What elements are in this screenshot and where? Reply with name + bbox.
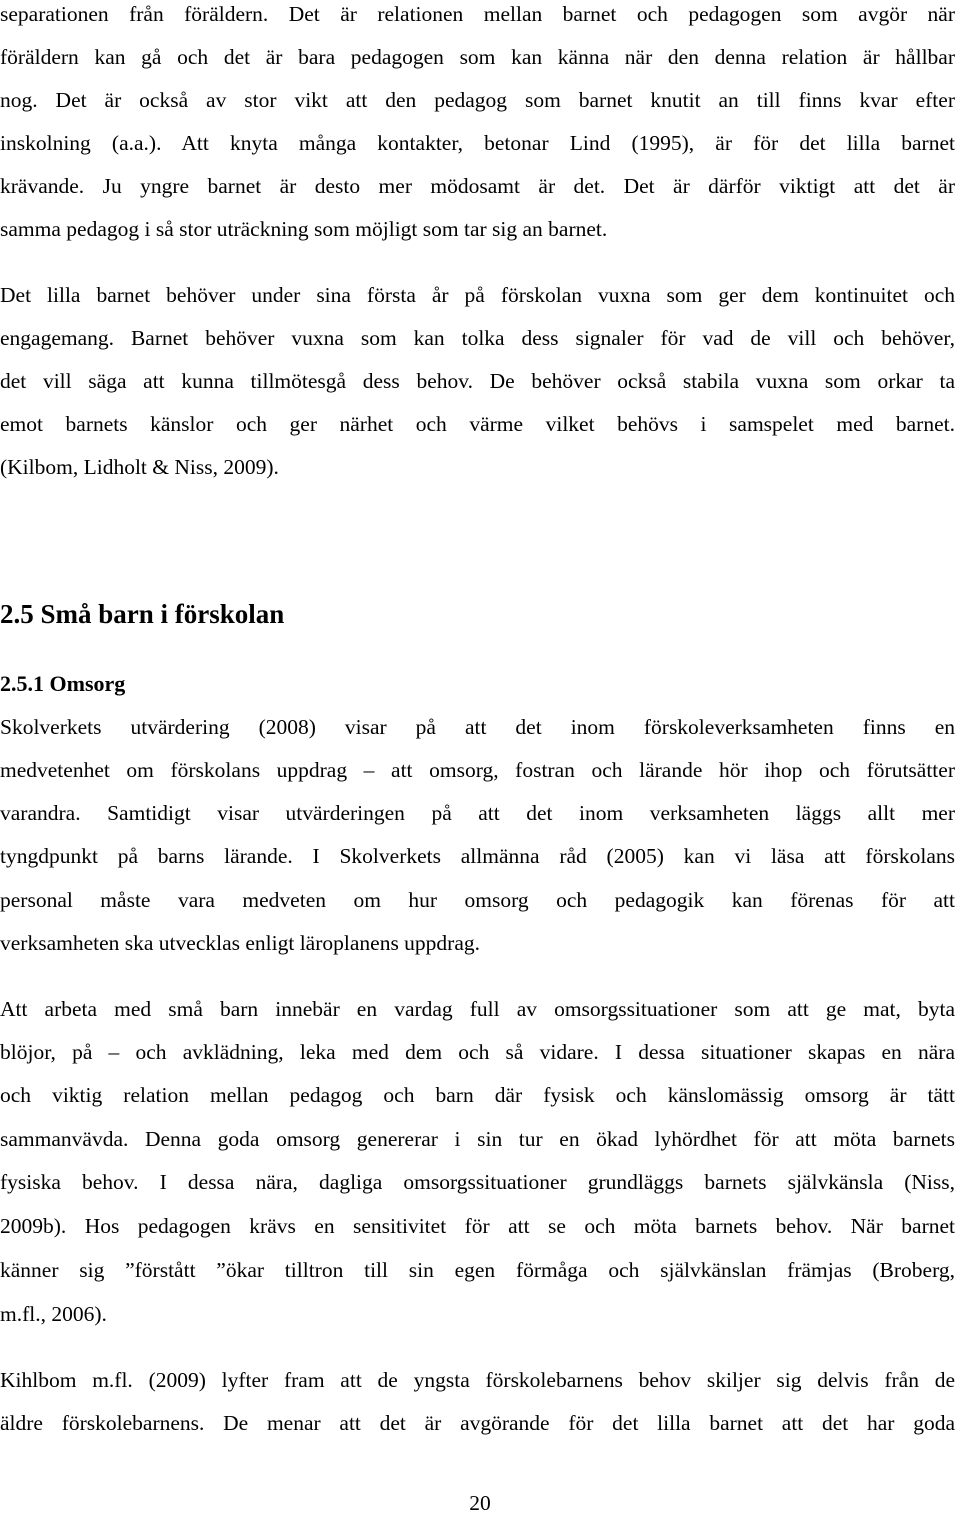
text-line: Att arbeta med små barn innebär en vardag full av omsorgssituationer som att ge mat, byta xyxy=(0,997,955,1021)
subsection-heading: 2.5.1 Omsorg xyxy=(0,671,126,696)
text-line: sammanvävda. Denna goda omsorg genererar i sin tur en ökad lyhördhet för att möta barnets xyxy=(0,1127,955,1151)
text-line: nog. Det är också av stor vikt att den pedagog som barnet knutit an till finns kvar efter xyxy=(0,88,955,112)
text-line: föräldern kan gå och det är bara pedagogen som kan känna när den denna relation är hållbar xyxy=(0,45,955,69)
text-line: tyngdpunkt på barns lärande. I Skolverkets allmänna råd (2005) kan vi läsa att förskolans xyxy=(0,844,955,868)
text-line: personal måste vara medveten om hur omsorg och pedagogik kan förenas för att xyxy=(0,888,955,912)
section-heading: 2.5 Små barn i förskolan xyxy=(0,599,285,629)
text-line: Kihlbom m.fl. (2009) lyfter fram att de yngsta förskolebarnens behov skiljer sig delvis från de xyxy=(0,1368,955,1392)
text-line: 2009b). Hos pedagogen krävs en sensitivitet för att se och möta barnets behov. När barnet xyxy=(0,1214,955,1238)
text-line: krävande. Ju yngre barnet är desto mer mödosamt är det. Det är därför viktigt att det är xyxy=(0,174,955,198)
text-line: medvetenhet om förskolans uppdrag – att omsorg, fostran och lärande hör ihop och förutsätter xyxy=(0,758,955,782)
text-line: och viktig relation mellan pedagog och barn där fysisk och känslomässig omsorg är tätt xyxy=(0,1083,955,1107)
text-line: blöjor, på – och avklädning, leka med dem och så vidare. I dessa situationer skapas en nära xyxy=(0,1040,955,1064)
text-line: fysiska behov. I dessa nära, dagliga omsorgssituationer grundläggs barnets självkänsla (Niss, xyxy=(0,1170,955,1194)
text-line: verksamheten ska utvecklas enligt läroplanens uppdrag. xyxy=(0,931,481,955)
text-line: (Kilbom, Lidholt & Niss, 2009). xyxy=(0,455,279,479)
text-line: varandra. Samtidigt visar utvärderingen på att det inom verksamheten läggs allt mer xyxy=(0,801,955,825)
text-line: Skolverkets utvärdering (2008) visar på att det inom förskoleverksamheten finns en xyxy=(0,715,955,739)
text-line: separationen från föräldern. Det är relationen mellan barnet och pedagogen som avgör när xyxy=(0,2,955,26)
page-number: 20 xyxy=(469,1491,491,1515)
text-line: engagemang. Barnet behöver vuxna som kan tolka dess signaler för vad de vill och behöver, xyxy=(0,326,955,350)
text-line: inskolning (a.a.). Att knyta många kontakter, betonar Lind (1995), är för det lilla barnet xyxy=(0,131,955,155)
text-line: m.fl., 2006). xyxy=(0,1302,107,1326)
text-line: Det lilla barnet behöver under sina första år på förskolan vuxna som ger dem kontinuitet och xyxy=(0,283,955,307)
text-line: känner sig ”förstått ”ökar tilltron till sin egen förmåga och självkänslan främjas (Broberg, xyxy=(0,1258,955,1282)
text-line: det vill säga att kunna tillmötesgå dess behov. De behöver också stabila vuxna som orkar ta xyxy=(0,369,955,393)
text-line: samma pedagog i så stor uträckning som möjligt som tar sig an barnet. xyxy=(0,217,608,241)
text-line: äldre förskolebarnens. De menar att det är avgörande för det lilla barnet att det har goda xyxy=(0,1411,955,1435)
text-line: emot barnets känslor och ger närhet och värme vilket behövs i samspelet med barnet. xyxy=(0,412,955,436)
